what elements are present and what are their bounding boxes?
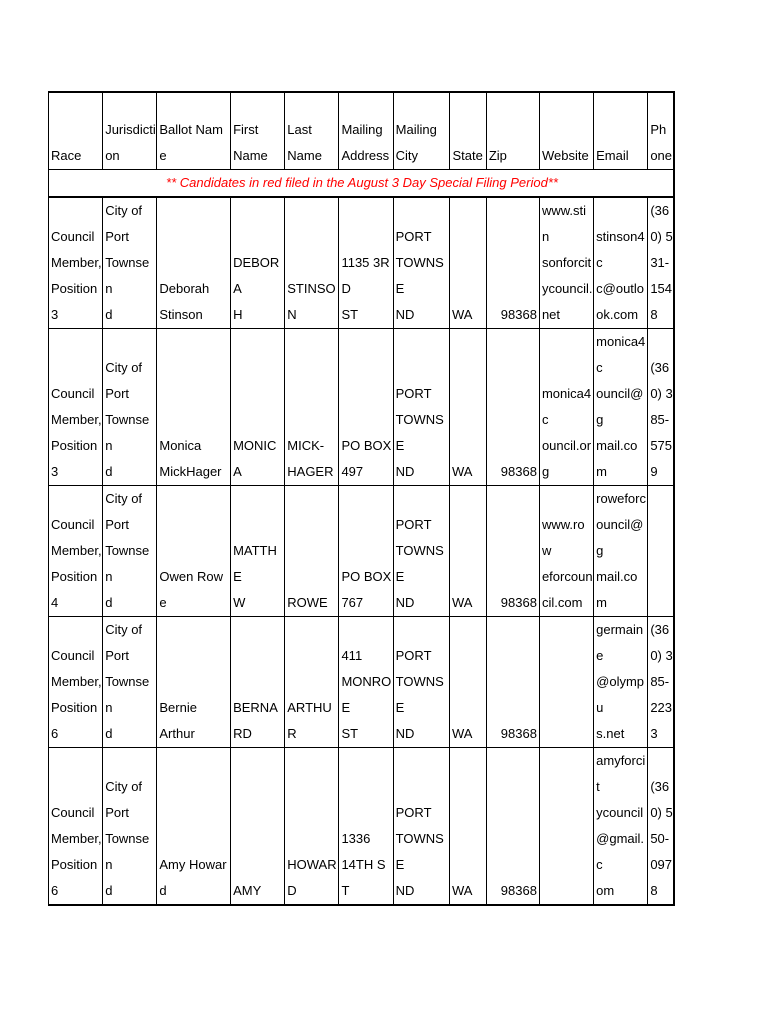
cell-mailing-city: PORT TOWNSE ND — [393, 617, 449, 748]
cell-website: www.stin sonforcit ycouncil. net — [539, 197, 593, 329]
cell-website: monica4c ouncil.or g — [539, 329, 593, 486]
cell-state: WA — [450, 329, 487, 486]
cell-website — [539, 748, 593, 906]
cell-first-name: MATTHE W — [231, 486, 285, 617]
cell-mailing-address: 1336 14TH ST — [339, 748, 393, 906]
candidate-table — [48, 91, 675, 906]
cell-first-name: AMY — [231, 748, 285, 906]
cell-last-name: ROWE — [285, 486, 339, 617]
cell-email: stinson4c c@outlo ok.com — [594, 197, 648, 329]
cell-first-name: BERNARD — [231, 617, 285, 748]
cell-jurisdiction: City of Port Townsen d — [103, 617, 157, 748]
table-row — [49, 486, 675, 617]
table-row — [49, 748, 675, 906]
cell-mailing-city: PORT TOWNSE ND — [393, 486, 449, 617]
cell-zip: 98368 — [486, 486, 539, 617]
cell-email: roweforc ouncil@g mail.com — [594, 486, 648, 617]
cell-race: Council Member, Position 4 — [49, 486, 103, 617]
cell-race: Council Member, Position 3 — [49, 329, 103, 486]
cell-website — [539, 617, 593, 748]
cell-state: WA — [450, 197, 487, 329]
cell-zip: 98368 — [486, 617, 539, 748]
cell-state: WA — [450, 748, 487, 906]
cell-mailing-city: PORT TOWNSE ND — [393, 748, 449, 906]
cell-jurisdiction: City of Port Townsen d — [103, 748, 157, 906]
cell-last-name: STINSON — [285, 197, 339, 329]
cell-first-name: DEBORA H — [231, 197, 285, 329]
cell-website: www.row eforcoun cil.com — [539, 486, 593, 617]
cell-ballot-name: Amy Howard — [157, 748, 231, 906]
cell-first-name: MONICA — [231, 329, 285, 486]
cell-zip: 98368 — [486, 748, 539, 906]
cell-race: Council Member, Position 3 — [49, 197, 103, 329]
header-jurisdiction: Jurisdicti on — [103, 92, 157, 170]
header-state: State — [450, 92, 487, 170]
special-filing-notice: ** Candidates in red filed in the August 3 Day Special Filing Period** — [49, 170, 675, 198]
header-first-name: First Name — [231, 92, 285, 170]
cell-phone: (360) 531- 1548 — [648, 197, 674, 329]
cell-ballot-name: Monica MickHager — [157, 329, 231, 486]
header-last-name: Last Name — [285, 92, 339, 170]
table-row — [49, 197, 675, 329]
cell-jurisdiction: City of Port Townsen d — [103, 329, 157, 486]
cell-mailing-city: PORT TOWNSE ND — [393, 329, 449, 486]
header-email: Email — [594, 92, 648, 170]
cell-mailing-address: 411 MONROE ST — [339, 617, 393, 748]
cell-phone: (360) 550- 0978 — [648, 748, 674, 906]
cell-jurisdiction: City of Port Townsen d — [103, 486, 157, 617]
table-row — [49, 329, 675, 486]
header-zip: Zip — [486, 92, 539, 170]
notice-row — [49, 170, 675, 198]
cell-mailing-city: PORT TOWNSE ND — [393, 197, 449, 329]
cell-mailing-address: PO BOX 767 — [339, 486, 393, 617]
cell-phone — [648, 486, 674, 617]
cell-jurisdiction: City of Port Townsen d — [103, 197, 157, 329]
cell-state: WA — [450, 617, 487, 748]
cell-race: Council Member, Position 6 — [49, 748, 103, 906]
cell-phone: (360) 385- 5759 — [648, 329, 674, 486]
cell-last-name: HOWARD — [285, 748, 339, 906]
cell-ballot-name: Owen Rowe — [157, 486, 231, 617]
cell-ballot-name: Deborah Stinson — [157, 197, 231, 329]
cell-last-name: MICK- HAGER — [285, 329, 339, 486]
cell-phone: (360) 385- 2233 — [648, 617, 674, 748]
header-mailing-city: Mailing City — [393, 92, 449, 170]
cell-email: monica4c ouncil@g mail.com — [594, 329, 648, 486]
header-row — [49, 92, 675, 170]
cell-mailing-address: PO BOX 497 — [339, 329, 393, 486]
header-ballot-name: Ballot Name — [157, 92, 231, 170]
cell-last-name: ARTHUR — [285, 617, 339, 748]
cell-zip: 98368 — [486, 197, 539, 329]
cell-email: germaine @olympu s.net — [594, 617, 648, 748]
candidate-rows — [49, 197, 675, 905]
header-mailing-address: Mailing Address — [339, 92, 393, 170]
cell-state: WA — [450, 486, 487, 617]
cell-race: Council Member, Position 6 — [49, 617, 103, 748]
cell-email: amyforcit ycouncil @gmail.c om — [594, 748, 648, 906]
table-row — [49, 617, 675, 748]
cell-mailing-address: 1135 3RD ST — [339, 197, 393, 329]
cell-ballot-name: Bernie Arthur — [157, 617, 231, 748]
candidate-spreadsheet — [48, 91, 675, 906]
header-phone: Phone — [648, 92, 674, 170]
header-race: Race — [49, 92, 103, 170]
cell-zip: 98368 — [486, 329, 539, 486]
header-website: Website — [539, 92, 593, 170]
